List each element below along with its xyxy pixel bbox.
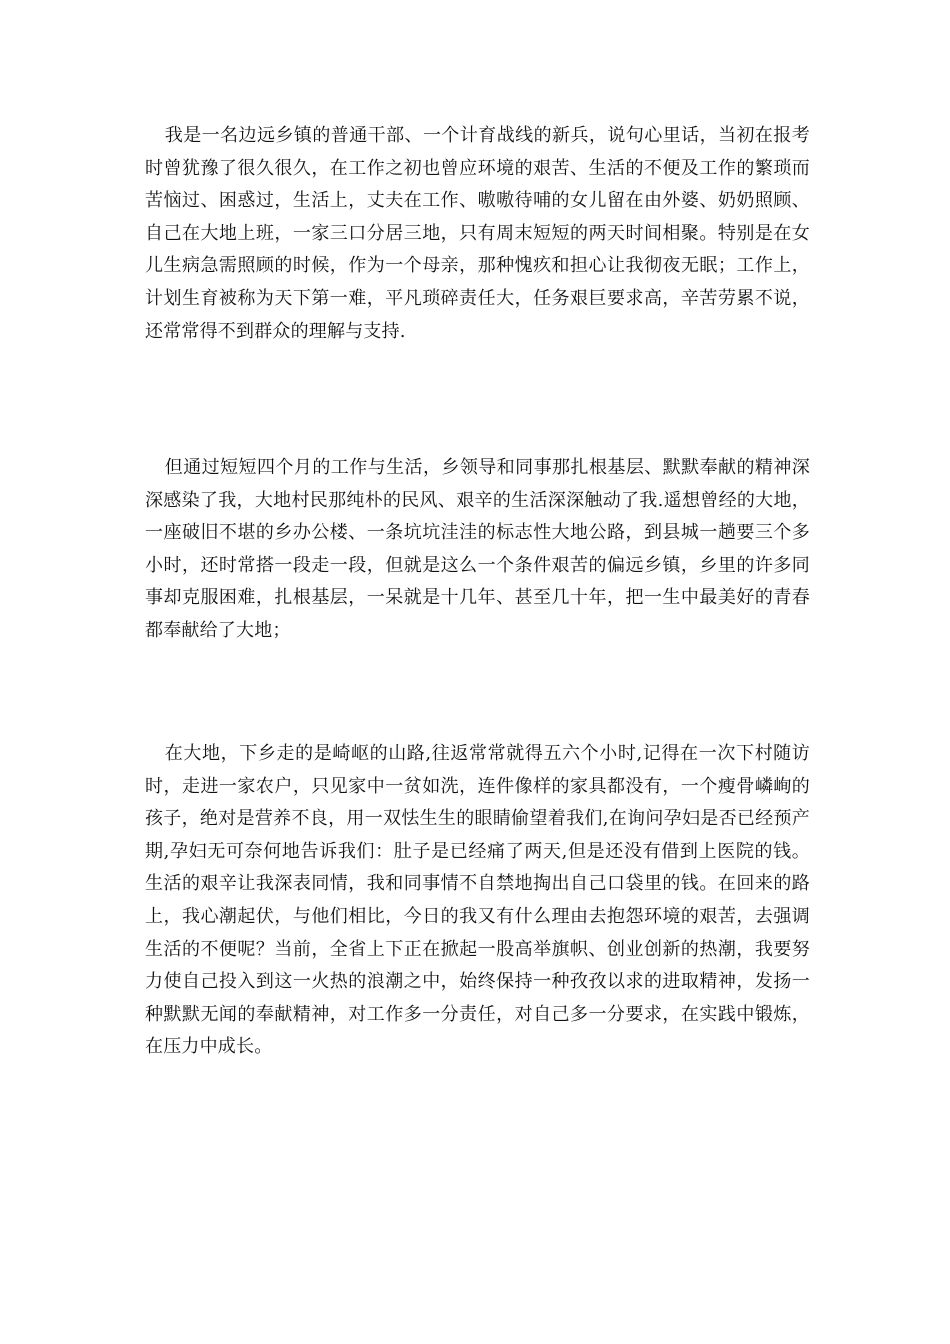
- paragraph-3: 在大地，下乡走的是崎岖的山路,往返常常就得五六个小时,记得在一次下村随访时，走进一家农户，只见家中一贫如洗，连件像样的家具都没有，一个瘦骨嶙峋的孩子，绝对是营养不良，用一双怯生生的眼睛偷望着我们,在询问孕妇是否已经预产期,孕妇无可奈何地告诉我们：肚子是已经痛了两天,但是还没有借到上医院的钱。 生活的艰辛让我深表同情，我和同事情不自禁地掏出自己口袋里的钱。在回来的路上，我心潮起伏，与他们相比，今日的我又有什么理由去抱怨环境的艰苦，去强调生活的不便呢？当前，全省上下正在掀起一股高举旗帜、创业创新的热潮，我要努力使自己投入到这一火热的浪潮之中，始终保持一种孜孜以求的进取精神，发扬一种默默无闻的奉献精神，对工作多一分责任，对自己多一分要求，在实践中锻炼，在压力中成长。: [145, 743, 810, 1058]
- paragraph-2: 但通过短短四个月的工作与生活，乡领导和同事那扎根基层、默默奉献的精神深深感染了我，大地村民那纯朴的民风、艰辛的生活深深触动了我.遥想曾经的大地，一座破旧不堪的乡办公楼、一条坑坑洼洼的标志性大地公路，到县城一趟要三个多小时，还时常搭一段走一段，但就是这么一个条件艰苦的偏远乡镇，乡里的许多同事却克服困难，扎根基层，一呆就是十几年、甚至几十年，把一生中最美好的青春都奉献给了大地；: [145, 457, 810, 641]
- paragraph-1: 我是一名边远乡镇的普通干部、一个计育战线的新兵，说句心里话，当初在报考时曾犹豫了很久很久，在工作之初也曾应环境的艰苦、生活的不便及工作的繁琐而苦恼过、困惑过，生活上，丈夫在工作、嗷嗷待哺的女儿留在由外婆、奶奶照顾、自己在大地上班，一家三口分居三地，只有周末短短的两天时间相聚。特别是在女儿生病急需照顾的时候，作为一个母亲，那种愧疚和担心让我彻夜无眠；工作上，计划生育被称为天下第一难，平凡琐碎责任大，任务艰巨要求高，辛苦劳累不说，还常常得不到群众的理解与支持.: [145, 125, 810, 342]
